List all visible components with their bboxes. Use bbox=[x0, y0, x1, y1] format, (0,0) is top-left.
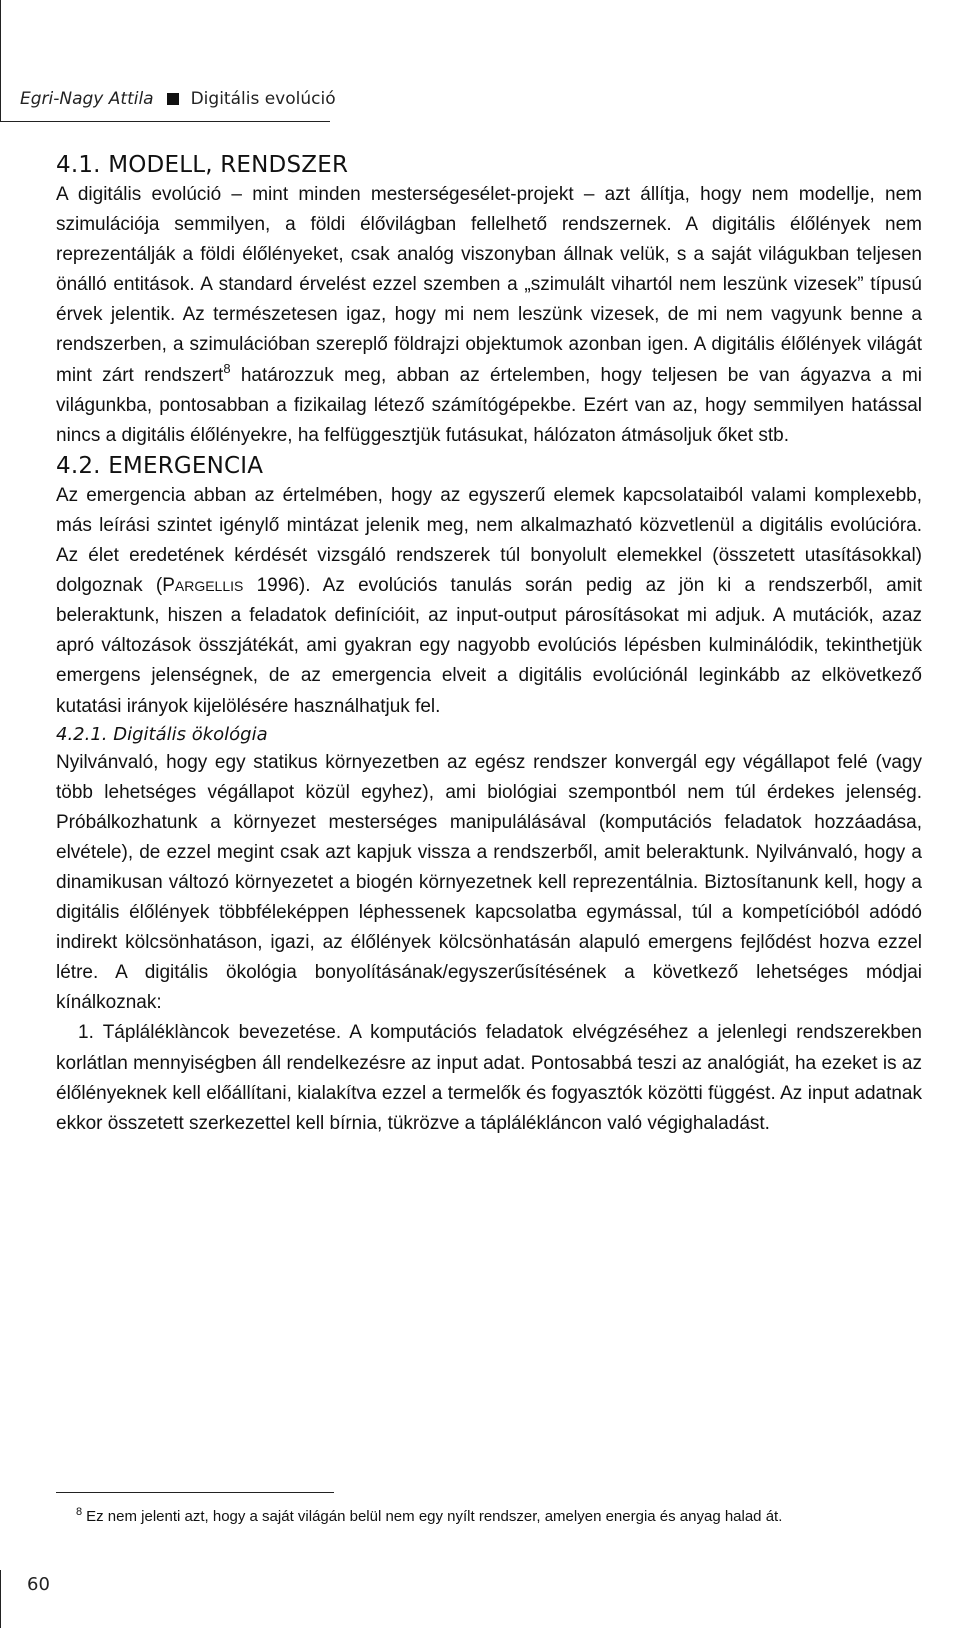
paragraph-text: Az emergencia abban az értelmében, hogy az egyszerű elemek kapcsolataiból valami komplexebb, más leírási szintet igénylő mintázat jelenik meg, nem alkalmazható közvetlenül a digitális evolúcióra. Az élet eredetének kérdését vizsgáló rendszerek túl bonyolult elemekkel (összetett utasításokkal) dolgoznak (P bbox=[56, 484, 922, 597]
citation-small-caps: ARGELLIS bbox=[174, 578, 244, 595]
section-heading-emergencia: 4.2. EMERGENCIA bbox=[56, 452, 264, 479]
page-number: 60 bbox=[27, 1574, 50, 1595]
subsection-heading-okologia: 4.2.1. Digitális ökológia bbox=[56, 723, 268, 745]
header-rule bbox=[0, 121, 330, 122]
margin-rule bbox=[0, 0, 1, 122]
footnote-text: Ez nem jelenti azt, hogy a saját világán belül nem egy nyílt rendszer, amelyen energia és anyag halad át. bbox=[86, 1508, 783, 1525]
section-heading-modell: 4.1. MODELL, RENDSZER bbox=[56, 152, 349, 178]
header-author: Egri-Nagy Attila bbox=[20, 89, 154, 109]
footnote bbox=[76, 1506, 936, 1528]
paragraph-text: határozzuk meg, abban az értelemben, hogy teljesen be van ágyazva a mi világunkba, pontosabban a fizikailag létező számítógépekbe. Ezért van az, hogy semmilyen hatással nincs a digitális élőlényekre, ha felfüggesztjük futásukat, hálózaton átmásoljuk őket stb. bbox=[56, 364, 923, 446]
footnote-reference[interactable]: 8 bbox=[223, 360, 231, 376]
paragraph-emergencia bbox=[56, 481, 922, 722]
footnote-number: 8 bbox=[76, 1506, 83, 1518]
footnote-rule bbox=[56, 1492, 334, 1493]
list-item-1: 1. Tápláléklàncok bevezetése. A komputációs feladatok elvégzéséhez a jelenlegi rendszerekben korlátlan mennyiségben áll rendelkezésre az input adat. Pontosabbá teszi az analógiát, ha ezeket is az élőlényeknek kell előállítani, kialakítva ezzel a termelők és fogyasztók közötti függést. Az input adatnak ekkor összetett szerkezettel kell bírnia, tükrözve a táplálékláncon való végighaladást. bbox=[56, 1022, 922, 1134]
paragraph-text: A digitális evolúció – mint minden mesterségesélet-projekt – azt állítja, hogy nem modellje, nem szimulációja semmilyen, a földi élővilágban fellelhető rendszernek. A digitális élőlények nem reprezentálják a földi élőlényeket, csak analóg viszonyban állnak velük, s a saját világukban teljesen önálló entitások. A standard érvelést ezzel szemben a „szimulált vihartól nem leszünk vizesek” típusú érvek jelentik. Az természetesen igaz, hogy mi nem leszünk vizesek, de mi nem vagyunk benne a rendszerben, a szimulációban szereplő földrajzi objektumok azonban igen. A digitális élőlények világát mint zárt rendszert bbox=[56, 184, 922, 386]
page-edge-rule bbox=[0, 1570, 1, 1628]
paragraph-okologia: Nyilvánvaló, hogy egy statikus környezetben az egész rendszer konvergál egy végállapot felé (vagy több lehetséges végállapot közül egyhez), ami biológiai szempontból nem túl érdekes jelenség. Próbálkozhatunk a környezet mesterséges manipulálásával (komputációs feladatok hozzáadása, elvétele), de ezzel megint csak azt kapjuk vissza a rendszerből, amit beleraktunk. Nyilvánvaló, hogy a dinamikusan változó környezetet a biogén környezetnek kell reprezentálnia. Biztosítanunk kell, hogy a digitális élőlények többféleképpen léphessenek kapcsolatba egymással, túl a kompetícióból adódó indirekt kölcsönhatáson, igazi, az élőlények kölcsönhatásán alapuló emergens fejlődést hozva ezzel létre. A digitális ökológia bonyolításának/egyszerűsítésének a következő lehetséges módjai kínálkoznak: bbox=[56, 751, 922, 1014]
page-content bbox=[56, 150, 922, 1139]
paragraph-modell bbox=[56, 180, 922, 451]
square-bullet-icon bbox=[167, 93, 179, 105]
paragraph-text: 1996). Az evolúciós tanulás során pedig az jön ki a rendszerből, amit beleraktunk, hiszen a feladatok definícióit, az input-output párosításokat mi adjuk. A mutációk, azaz apró változások összjátékát, ami gyakran egy nagyobb evolúciós lépésben kulminálódik, tekinthetjük emergens jelenségnek, de az emergencia elveit a digitális evolúciónál leginkább az elkövetkező kutatási irányok kijelölésére használhatjuk fel. bbox=[56, 575, 922, 717]
header-title: Digitális evolúció bbox=[190, 89, 336, 109]
running-header bbox=[20, 86, 336, 112]
